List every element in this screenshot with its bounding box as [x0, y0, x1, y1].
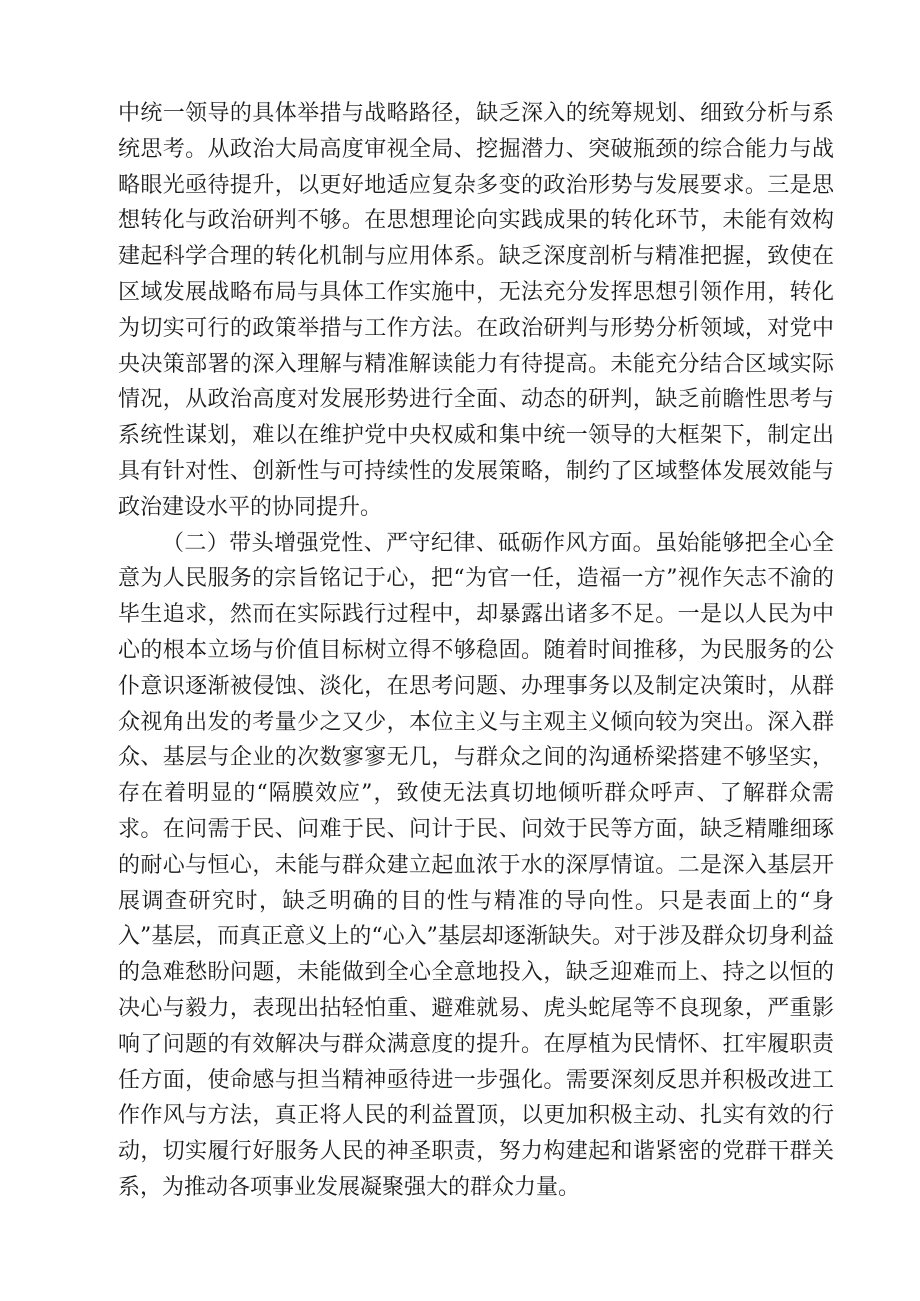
document-body	[118, 96, 834, 1206]
paragraph-continuation: 中统一领导的具体举措与战略路径，缺乏深入的统筹规划、细致分析与系统思考。从政治大局高度审视全局、挖掘潜力、突破瓶颈的综合能力与战略眼光亟待提升，以更好地适应复杂多变的政治形势与发展要求。三是思想转化与政治研判不够。在思想理论向实践成果的转化环节，未能有效构建起科学合理的转化机制与应用体系。缺乏深度剖析与精准把握，致使在区域发展战略布局与具体工作实施中，无法充分发挥思想引领作用，转化为切实可行的政策举措与工作方法。在政治研判与形势分析领域，对党中央决策部署的深入理解与精准解读能力有待提高。未能充分结合区域实际情况，从政治高度对发展形势进行全面、动态的研判，缺乏前瞻性思考与系统性谋划，难以在维护党中央权威和集中统一领导的大框架下，制定出具有针对性、创新性与可持续性的发展策略，制约了区域整体发展效能与政治建设水平的协同提升。	[118, 101, 834, 520]
paragraph-section-two: （二）带头增强党性、严守纪律、砥砺作风方面。虽始能够把全心全意为人民服务的宗旨铭记于心，把“为官一任，造福一方”视作矢志不渝的毕生追求，然而在实际践行过程中，却暴露出诸多不足。一是以人民为中心的根本立场与价值目标树立得不够稳固。随着时间推移，为民服务的公仆意识逐渐被侵蚀、淡化，在思考问题、办理事务以及制定决策时，从群众视角出发的考量少之又少，本位主义与主观主义倾向较为突出。深入群众、基层与企业的次数寥寥无几，与群众之间的沟通桥梁搭建不够坚实，存在着明显的“隔膜效应”，致使无法真切地倾听群众呼声、了解群众需求。在问需于民、问难于民、问计于民、问效于民等方面，缺乏精雕细琢的耐心与恒心，未能与群众建立起血浓于水的深厚情谊。二是深入基层开展调查研究时，缺乏明确的目的性与精准的导向性。只是表面上的“身入”基层，而真正意义上的“心入”基层却逐渐缺失。对于涉及群众切身利益的急难愁盼问题，未能做到全心全意地投入，缺乏迎难而上、持之以恒的决心与毅力，表现出拈轻怕重、避难就易、虎头蛇尾等不良现象，严重影响了问题的有效解决与群众满意度的提升。在厚植为民情怀、扛牢履职责任方面，使命感与担当精神亟待进一步强化。需要深刻反思并积极改进工作作风与方法，真正将人民的利益置顶，以更加积极主动、扎实有效的行动，切实履行好服务人民的神圣职责，努力构建起和谐紧密的党群干群关系，为推动各项事业发展凝聚强大的群众力量。	[118, 530, 834, 1200]
